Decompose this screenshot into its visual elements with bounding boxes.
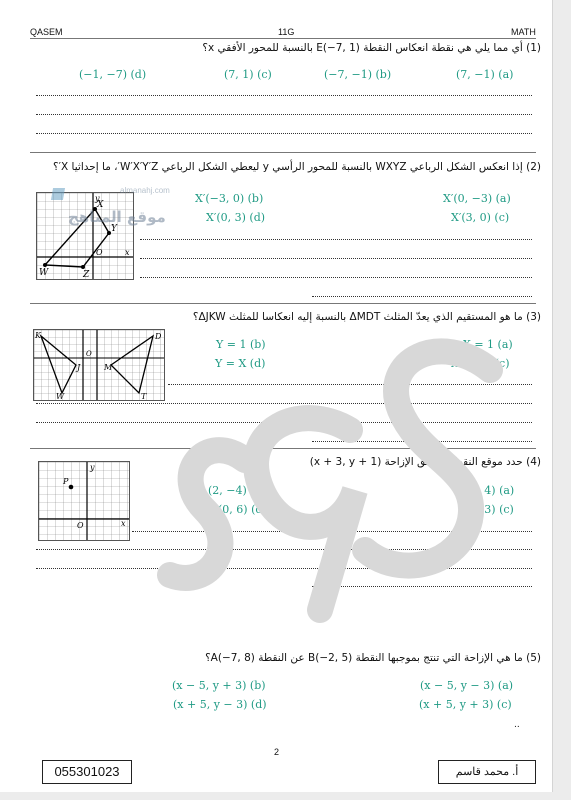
question-2-text: (2) إذا انعكس الشكل الرباعي WXYZ بالنسبة للمحور الرأسي y ليعطي الشكل الرباعي W′X′Y′Z′، ما إحداثيا X′؟: [53, 161, 541, 173]
answer-line[interactable]: [36, 568, 532, 569]
label-w: W: [56, 392, 65, 400]
label-y: Y: [111, 224, 117, 234]
q2-option-c[interactable]: X′(3, 0) (c): [451, 211, 510, 224]
axis-x-label: x: [125, 248, 130, 257]
logo-mark: [51, 188, 65, 200]
header-right: MATH: [511, 27, 536, 37]
answer-line[interactable]: [168, 384, 532, 385]
site-logo: [50, 186, 190, 242]
answer-line[interactable]: [36, 549, 532, 550]
label-d: D: [155, 332, 162, 341]
logo-site: almanahj.com: [120, 186, 170, 195]
point-z: [81, 265, 85, 269]
teacher-box: أ. محمد قاسم: [438, 760, 536, 784]
answer-line[interactable]: [140, 277, 532, 278]
q4-option-c[interactable]: (0, 3) (c): [466, 503, 514, 516]
label-t: T: [141, 392, 147, 400]
answer-line[interactable]: [312, 586, 532, 587]
question-5-text: (5) ما هي الإزاحة التي تنتج بموجبها النقطة B(−2, 5) عن النقطة A(−7, 8)؟: [205, 652, 541, 664]
answer-line[interactable]: [312, 296, 532, 297]
logo-text: موقع المناهج: [68, 208, 166, 226]
q4-option-d[interactable]: (0, 6) (d): [218, 503, 267, 516]
label-m: M: [104, 363, 113, 372]
q2-option-a[interactable]: X′(0, −3) (a): [443, 192, 511, 205]
answer-line[interactable]: [312, 441, 532, 442]
q3-option-c[interactable]: X = −1 (c): [451, 357, 510, 370]
answer-line[interactable]: [132, 531, 532, 532]
answer-line[interactable]: [140, 239, 532, 240]
label-x: X: [97, 200, 104, 210]
question-4-text: (4) حدد موقع النقطة P وفق الإزاحة (x + 3, y + 1): [309, 456, 541, 468]
q4-graph: [38, 461, 130, 541]
axis-y-label: y: [95, 194, 100, 203]
label-j: J: [77, 363, 81, 372]
answer-line[interactable]: [36, 403, 532, 404]
label-origin: O: [96, 248, 103, 257]
q1-option-d[interactable]: (−1, −7) (d): [79, 68, 147, 81]
q4-option-b[interactable]: (2, −4) (b): [208, 484, 266, 497]
q3-option-a[interactable]: X = 1 (a): [463, 338, 513, 351]
point-w: [43, 263, 47, 267]
q1-option-a[interactable]: (7, −1) (a): [456, 68, 514, 81]
answer-line[interactable]: [140, 258, 532, 259]
header-left: QASEM: [30, 27, 63, 37]
answer-line[interactable]: [36, 133, 532, 134]
label-w: W: [39, 268, 49, 278]
axis-x-label: x: [121, 519, 126, 528]
q5-option-d[interactable]: (x + 5, y − 3) (d): [173, 698, 267, 711]
phone-box: 055301023: [42, 760, 132, 784]
q3-graph: [33, 329, 165, 401]
axis-y-label: y: [90, 463, 95, 472]
point-p: [69, 485, 74, 490]
header-center: 11G: [278, 27, 295, 37]
q5-option-c[interactable]: (x + 5, y + 3) (c): [419, 698, 512, 711]
q1-option-b[interactable]: (−7, −1) (b): [324, 68, 392, 81]
label-k: K: [35, 331, 41, 340]
question-1-text: (1) أي مما يلي هي نقطة انعكاس النقطة E(−7, 1) بالنسبة للمحور الأفقي x؟: [202, 42, 541, 54]
q3-option-d[interactable]: Y = X (d): [215, 357, 266, 370]
page-edge: [552, 0, 571, 800]
q5-option-a[interactable]: (x − 5, y − 3) (a): [420, 679, 514, 692]
label-origin: O: [86, 350, 92, 358]
page-number: 2: [274, 747, 280, 757]
q4-option-a[interactable]: (2, 4) (a): [466, 484, 515, 497]
q2-option-d[interactable]: X′(0, 3) (d): [206, 211, 266, 224]
label-z: Z: [83, 270, 90, 279]
question-3-text: (3) ما هو المستقيم الذي يعدّ المثلث ΔMDT بالنسبة إليه انعكاسا للمثلث ΔJKW؟: [192, 311, 541, 323]
question-divider: [30, 448, 536, 449]
answer-line[interactable]: [36, 95, 532, 96]
label-origin: O: [77, 521, 84, 530]
page-bottom-edge: [0, 792, 571, 800]
q3-option-b[interactable]: Y = 1 (b): [216, 338, 266, 351]
trailing-dots: ..: [514, 720, 520, 730]
answer-line[interactable]: [36, 422, 532, 423]
question-divider: [30, 152, 536, 153]
answer-line[interactable]: [36, 114, 532, 115]
q1-option-c[interactable]: (7, 1) (c): [224, 68, 272, 81]
header-rule: [30, 38, 536, 39]
q5-option-b[interactable]: (x − 5, y + 3) (b): [172, 679, 266, 692]
q2-option-b[interactable]: X′(−3, 0) (b): [195, 192, 264, 205]
label-p: P: [63, 477, 69, 486]
question-divider: [30, 303, 536, 304]
